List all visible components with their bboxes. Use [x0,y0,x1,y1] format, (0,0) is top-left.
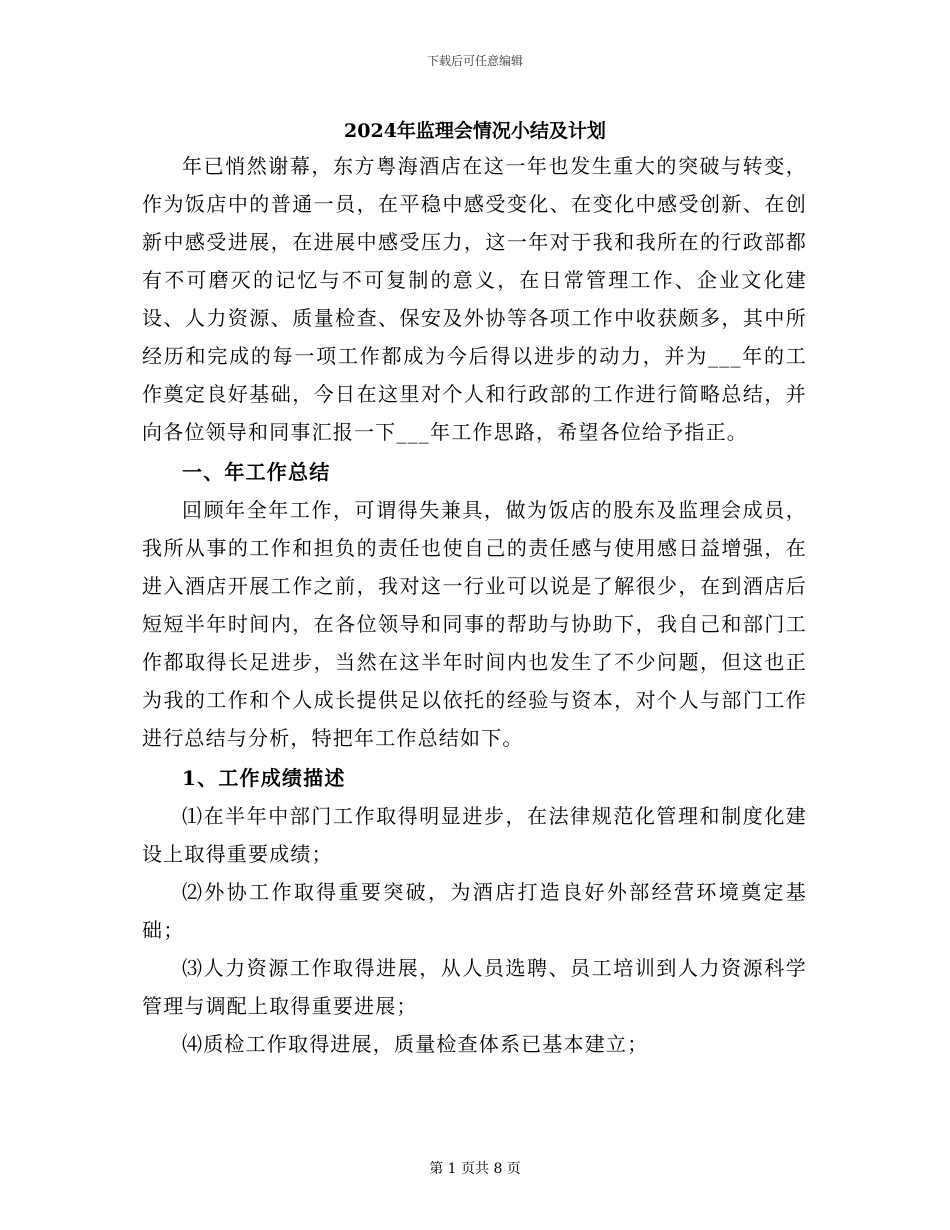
document-body [142,147,807,1063]
achievement-item: ⑶人力资源工作取得进展，从人员选聘、员工培训到人力资源科学管理与调配上取得重要进展； [142,956,807,1018]
page-footer: 第 1 页共 8 页 [429,1161,521,1177]
achievement-item: ⑷质检工作取得进展，质量检查体系已基本建立； [182,1032,649,1056]
section-heading: 一、年工作总结 [182,460,331,484]
page-header: 下载后可任意编辑 [426,54,523,68]
achievement-item: ⑵外协工作取得重要突破，为酒店打造良好外部经营环境奠定基础； [142,880,807,942]
achievement-item: ⑴在半年中部门工作取得明显进步，在法律规范化管理和制度化建设上取得重要成绩； [142,804,807,866]
intro-paragraph: 年已悄然谢幕，东方粤海酒店在这一年也发生重大的突破与转变，作为饭店中的普通一员，在平稳中感受变化、在变化中感受创新、在创新中感受进展，在进展中感受压力，这一年对于我和我所在的行政部都有不可磨灭的记忆与不可复制的意义，在日常管理工作、企业文化建设、人力资源、质量检查、保安及外协等各项工作中收获颇多，其中所经历和完成的每一项工作都成为今后得以进步的动力，并为___年的工作奠定良好基础，今日在这里对个人和行政部的工作进行简略总结，并向各位领导和同事汇报一下___年工作思路，希望各位给予指正。 [142,154,807,444]
subsection-heading: 1、工作成绩描述 [182,766,346,790]
document-title: 2024年监理会情况小结及计划 [344,120,606,142]
summary-paragraph: 回顾年全年工作，可谓得失兼具，做为饭店的股东及监理会成员，我所从事的工作和担负的责任也使自己的责任感与使用感日益增强，在进入酒店开展工作之前，我对这一行业可以说是了解很少，在到酒店后短短半年时间内，在各位领导和同事的帮助与协助下，我自己和部门工作都取得长足进步，当然在这半年时间内也发生了不少问题，但这也正为我的工作和个人成长提供足以依托的经验与资本，对个人与部门工作进行总结与分析，特把年工作总结如下。 [142,498,807,750]
